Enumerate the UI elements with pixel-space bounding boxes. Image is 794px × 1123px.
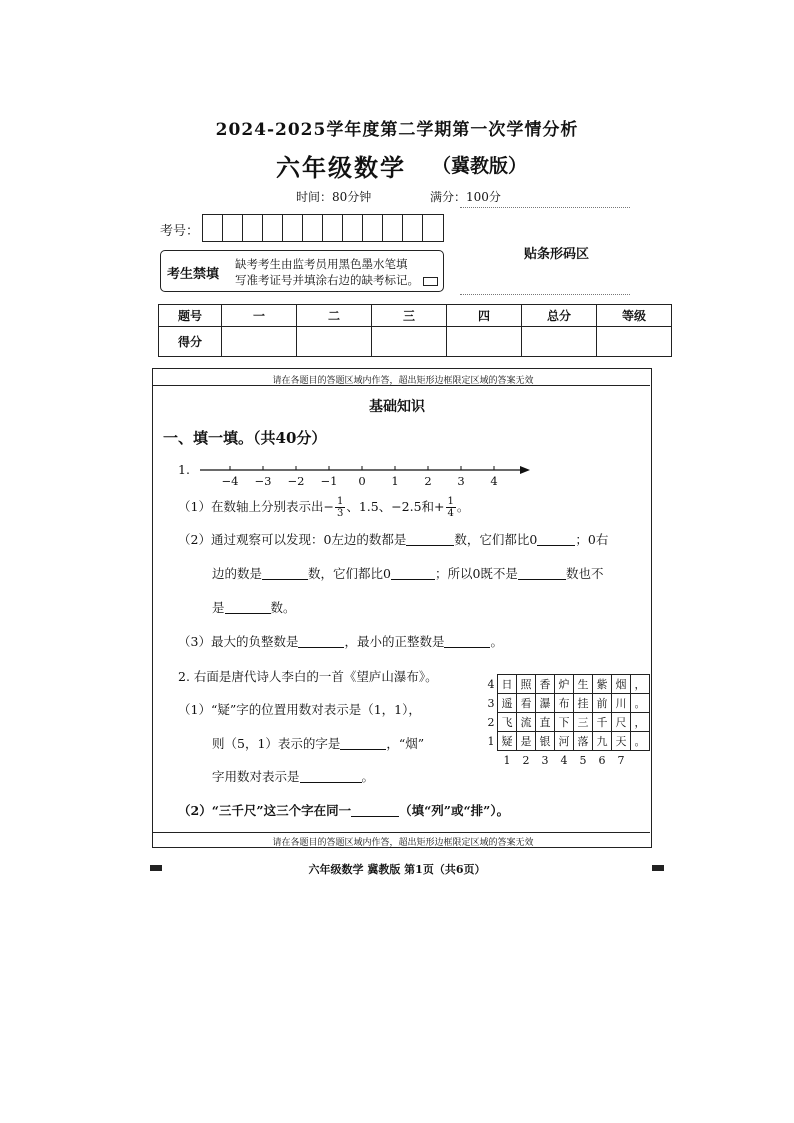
col-label: 6 (598, 753, 606, 767)
score-header-cell: 一 (222, 305, 297, 327)
fraction-numerator: 1 (447, 496, 454, 507)
fraction (446, 496, 456, 519)
id-box[interactable] (343, 215, 363, 241)
absent-line-2: 写准考证号并填涂右边的缺考标记。 (235, 273, 419, 287)
poem-row (485, 675, 650, 694)
col-label: 3 (541, 753, 549, 767)
exam-title: 2024-2025学年度第二学期第一次学情分析 (215, 120, 579, 140)
answer-area-notice-bottom: 请在各题目的答题区域内作答，超出矩形边框限定区域的答案无效 (272, 838, 534, 848)
q1-sub3-text: （3）最大的负整数是 (178, 634, 299, 649)
q1-sub3 (178, 632, 503, 650)
edition-label: （冀教版） (432, 155, 528, 177)
poem-cell: 银 (536, 732, 555, 751)
poem-cell: 流 (517, 713, 536, 732)
score-cell[interactable] (522, 327, 597, 357)
page-footer: 六年级数学 冀教版 第1页（共6页） (308, 863, 486, 876)
score-cell[interactable] (597, 327, 672, 357)
poem-cell: 川 (612, 694, 631, 713)
fraction-numerator: 1 (336, 496, 344, 507)
poem-cell: 生 (574, 675, 593, 694)
poem-punct: 。 (631, 694, 650, 713)
id-box[interactable] (283, 215, 303, 241)
q2-sub1-text: ，“烟” (386, 736, 425, 751)
id-box[interactable] (223, 215, 243, 241)
q1-sub2-text: 是 (212, 600, 225, 615)
tick-label: 4 (490, 474, 498, 488)
row-label: 2 (487, 715, 495, 729)
id-box[interactable] (363, 215, 383, 241)
answer-blank[interactable] (406, 531, 454, 546)
barcode-bottom-border (460, 294, 630, 295)
tick-label: 2 (424, 474, 432, 488)
number-line-arrow-icon (520, 466, 530, 474)
poem-cell: 飞 (498, 713, 517, 732)
q1-sub1-text: 。 (456, 499, 470, 514)
barcode-area-label: 贴条形码区 (524, 247, 590, 262)
fraction (335, 496, 345, 519)
notice-divider (153, 385, 650, 386)
absent-label: 考生禁填 (167, 267, 220, 282)
poem-grid (485, 674, 650, 769)
answer-blank[interactable] (444, 633, 490, 648)
score-header-cell: 题号 (159, 305, 222, 327)
poem-cell: 挂 (574, 694, 593, 713)
q2-sub1-text: 则（5，1）表示的字是 (212, 736, 341, 751)
poem-punct: ， (631, 675, 650, 694)
poem-row (485, 694, 650, 713)
q2-sub2-text: （填“列”或“排”）。 (399, 803, 510, 818)
col-label: 2 (522, 753, 530, 767)
id-box[interactable] (243, 215, 263, 241)
col-label: 5 (579, 753, 587, 767)
poem-cell: 九 (593, 732, 612, 751)
col-label: 7 (617, 753, 625, 767)
answer-blank[interactable] (518, 565, 566, 580)
poem-cell: 疑 (498, 732, 517, 751)
subject-title: 六年级数学 (276, 153, 406, 182)
tick-label: −3 (254, 474, 272, 488)
id-box[interactable] (203, 215, 223, 241)
tick-label: −2 (287, 474, 305, 488)
poem-cell: 尺 (612, 713, 631, 732)
answer-blank[interactable] (391, 565, 435, 580)
q2-sub2-text: （2）“三千尺”这三个字在同一 (178, 803, 352, 818)
absent-mark-box[interactable] (423, 277, 438, 286)
score-cell[interactable] (222, 327, 297, 357)
answer-blank[interactable] (300, 768, 362, 783)
q2-sub1-text: 。 (361, 769, 375, 784)
poem-col-labels (485, 751, 650, 770)
q1-sub2-text: ；所以0既不是 (434, 566, 518, 581)
alignment-mark (652, 865, 664, 871)
absent-instructions (235, 256, 438, 288)
section-title: 基础知识 (369, 399, 425, 415)
absent-box (160, 250, 444, 292)
answer-blank[interactable] (537, 531, 575, 546)
q1-sub1-text: 、1.5、−2.5和+ (346, 499, 445, 514)
exam-id-label: 考号： (160, 224, 200, 239)
poem-cell: 河 (555, 732, 574, 751)
poem-row (485, 732, 650, 751)
score-cell[interactable] (372, 327, 447, 357)
q1-sub2-text: 数，它们都比0 (454, 532, 538, 547)
tick-label: 1 (391, 474, 399, 488)
q2-sub1-line3 (212, 767, 374, 785)
q2-sub1-line2 (212, 734, 424, 752)
score-table (158, 304, 672, 357)
time-limit: 时间：80分钟 (296, 190, 372, 204)
q1-sub2-line1 (178, 530, 608, 548)
q1-sub2-text: 边的数是 (212, 566, 263, 581)
poem-cell: 瀑 (536, 694, 555, 713)
q2-sub2 (178, 801, 509, 819)
id-box[interactable] (263, 215, 283, 241)
absent-line-1: 缺考考生由监考员用黑色墨水笔填 (235, 257, 408, 271)
exam-id-boxes[interactable] (202, 214, 444, 242)
poem-cell: 布 (555, 694, 574, 713)
answer-blank[interactable] (262, 565, 308, 580)
col-label: 1 (503, 753, 511, 767)
poem-row (485, 713, 650, 732)
poem-cell: 千 (593, 713, 612, 732)
tick-label: 3 (457, 474, 465, 488)
q1-sub2-text: 数，它们都比0 (308, 566, 391, 581)
poem-cell: 下 (555, 713, 574, 732)
tick-label: 0 (358, 474, 366, 488)
score-header-cell: 三 (372, 305, 447, 327)
score-cell[interactable] (297, 327, 372, 357)
poem-cell: 前 (593, 694, 612, 713)
id-box[interactable] (323, 215, 343, 241)
poem-cell: 是 (517, 732, 536, 751)
q1-number: 1. (178, 462, 190, 477)
q2-intro: 2. 右面是唐代诗人李白的一首《望庐山瀑布》。 (178, 669, 438, 684)
poem-cell: 烟 (612, 675, 631, 694)
score-header-cell: 总分 (522, 305, 597, 327)
poem-cell: 紫 (593, 675, 612, 694)
id-box[interactable] (303, 215, 323, 241)
poem-cell: 看 (517, 694, 536, 713)
score-header-cell: 二 (297, 305, 372, 327)
answer-blank[interactable] (298, 633, 344, 648)
q1-sub2-text: 数。 (270, 600, 296, 615)
score-header-cell: 等级 (597, 305, 672, 327)
barcode-top-border (460, 207, 630, 208)
q2-sub1-line1: （1）“疑”字的位置用数对表示是（1，1）， (178, 702, 421, 717)
row-label: 4 (487, 677, 495, 691)
poem-cell: 炉 (555, 675, 574, 694)
answer-blank[interactable] (225, 599, 271, 614)
poem-cell: 香 (536, 675, 555, 694)
score-header-row (159, 305, 672, 327)
q2-sub1-text: 字用数对表示是 (212, 769, 300, 784)
q1-sub3-text: ，最小的正整数是 (344, 634, 445, 649)
q1-sub1-text: （1）在数轴上分别表示出− (178, 499, 334, 514)
fraction-denominator: 4 (447, 508, 454, 519)
poem-cell: 照 (517, 675, 536, 694)
col-label: 4 (560, 753, 568, 767)
fraction-denominator: 3 (336, 508, 344, 519)
q1-sub2-line2 (212, 564, 603, 582)
score-row-label: 得分 (159, 327, 222, 357)
poem-cell: 日 (498, 675, 517, 694)
tick-label: −1 (320, 474, 338, 488)
q1-sub3-text: 。 (490, 634, 503, 649)
poem-punct: 。 (631, 732, 650, 751)
score-cell[interactable] (447, 327, 522, 357)
notice-divider (153, 832, 650, 833)
poem-cell: 天 (612, 732, 631, 751)
poem-cell: 直 (536, 713, 555, 732)
poem-cell: 遥 (498, 694, 517, 713)
answer-blank[interactable] (340, 735, 386, 750)
tick-label: −4 (221, 474, 239, 488)
answer-area-notice-top: 请在各题目的答题区域内作答，超出矩形边框限定区域的答案无效 (272, 376, 534, 386)
q1-sub2-line3 (212, 598, 296, 616)
q1-sub2-text: ；0右 (575, 532, 609, 547)
answer-blank[interactable] (351, 802, 399, 817)
full-score: 满分：100分 (430, 190, 501, 204)
score-header-cell: 四 (447, 305, 522, 327)
poem-cell: 落 (574, 732, 593, 751)
row-label: 3 (487, 696, 495, 710)
id-box[interactable] (423, 215, 443, 241)
id-box[interactable] (383, 215, 403, 241)
score-row (159, 327, 672, 357)
q1-sub2-text: （2）通过观察可以发现：0左边的数都是 (178, 532, 407, 547)
q1-sub2-text: 数也不 (565, 566, 604, 581)
poem-punct: ， (631, 713, 650, 732)
row-label: 1 (487, 734, 495, 748)
part-title: 一、填一填。（共40分） (163, 429, 327, 447)
q1-sub1 (178, 496, 469, 519)
poem-cell: 三 (574, 713, 593, 732)
id-box[interactable] (403, 215, 423, 241)
